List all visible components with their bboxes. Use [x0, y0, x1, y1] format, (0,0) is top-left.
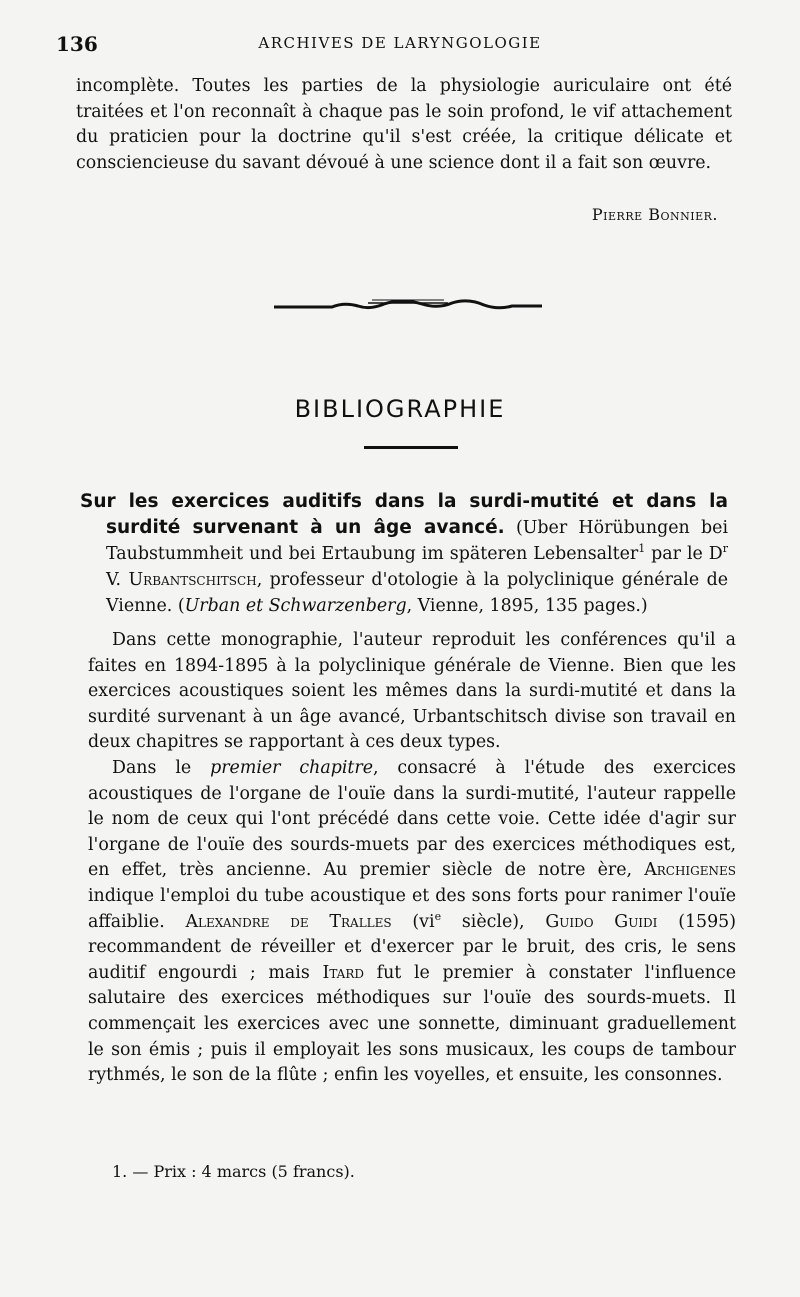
p2-text-e: siècle), [441, 911, 546, 932]
review-signature: Pierre Bonnier. [591, 205, 718, 224]
entry-citation-4: , Vienne, 1895, 135 pages.) [406, 596, 648, 616]
section-title: BIBLIOGRAPHIE [294, 395, 506, 423]
body-paragraph-1: Dans cette monographie, l'auteur reproduit les conférences qu'il a faites en 1894-1895 à la polyclinique générale de Vienne. Bien que les exercices acoustiques soient les mêmes dans la surdi-mutité et dans la surdité survenant à un âge avancé, Urbantschitsch divise son travail en deux chapitres se rapportant à ces deux types. [88, 630, 736, 753]
bibliography-entry [80, 489, 728, 619]
page-header [56, 32, 744, 60]
body-paragraph-2 [88, 756, 736, 1089]
p2-text-g: fut le premier à constater l'influence salutaire des exercices méthodiques sur l'ouïe des sourds-muets. Il commençait les exercices avec une sonnette, diminuant graduellement le son émis ; puis il employait les sons musicaux, les coups de tambour rythmés, le son de la flûte ; enfin les voyelles, et ensuite, les consonnes. [88, 962, 736, 1086]
page-number: 136 [56, 32, 98, 56]
entry-title: Sur les exercices auditifs dans la surdi-mutité et dans la surdité survenant à un âge avancé. [80, 491, 728, 538]
footnote-ref: 1 [638, 542, 646, 556]
dr-superscript: r [722, 542, 729, 556]
previous-review-paragraph: incomplète. Toutes les parties de la physiologie auriculaire ont été traitées et l'on reconnaît à chaque pas le soin profond, le vif attachement du praticien pour la doctrine qu'il s'est créée, la critique délicate et consciencieuse du savant dévoué à une science dont il a fait son œuvre. [76, 76, 732, 173]
name-itard: Itard [322, 962, 364, 983]
running-title: ARCHIVES DE LARYNGOLOGIE [258, 34, 542, 52]
entry-citation-3: , professeur d'otologie à la polyclinique générale de Vienne. ( [106, 570, 729, 616]
p2-text-f: (1595) recommandent de réveiller et d'exercer par le bruit, des cris, le sens auditif engourdi ; mais [88, 911, 737, 983]
entry-citation-1: (Uber Hörübungen bei Taubstummheit und bei Ertaubung im späteren Lebensalter [106, 518, 729, 564]
p2-text-a: Dans le [112, 757, 211, 778]
author-initial: V. [106, 570, 122, 590]
ornament-divider-icon [272, 292, 544, 318]
author-name: Urbantschitsch [128, 570, 257, 590]
century-superscript: e [434, 909, 442, 923]
footnote: 1. — Prix : 4 marcs (5 francs). [112, 1162, 355, 1181]
name-alexandre: Alexandre de Tralles [185, 911, 392, 932]
p2-italic: premier chapitre [210, 757, 373, 778]
p2-text-b: , consacré à l'étude des exercices acoustiques de l'organe de l'ouïe dans la surdi-mutité, l'auteur rappelle le nom de ceux qui l'ont précédé dans cette voie. Cette idée d'agir sur l'organe de l'ouïe des sourds-muets par des exercices méthodiques est, en effet, très ancienne. Au premier siècle de notre ère, [88, 757, 736, 881]
name-guido: Guido Guidi [545, 911, 658, 932]
review-body [88, 628, 736, 1089]
p2-text-c: indique l'emploi du tube acoustique et des sons forts pour ranimer l'ouïe affaiblie. [88, 885, 736, 932]
publisher: Urban et Schwarzenberg [184, 596, 407, 616]
entry-citation-2: par le D [651, 544, 723, 564]
p2-text-d: (vi [391, 911, 435, 932]
name-archigenes: Archigenes [644, 860, 736, 881]
previous-review-text [76, 74, 732, 176]
title-underline [364, 446, 458, 449]
